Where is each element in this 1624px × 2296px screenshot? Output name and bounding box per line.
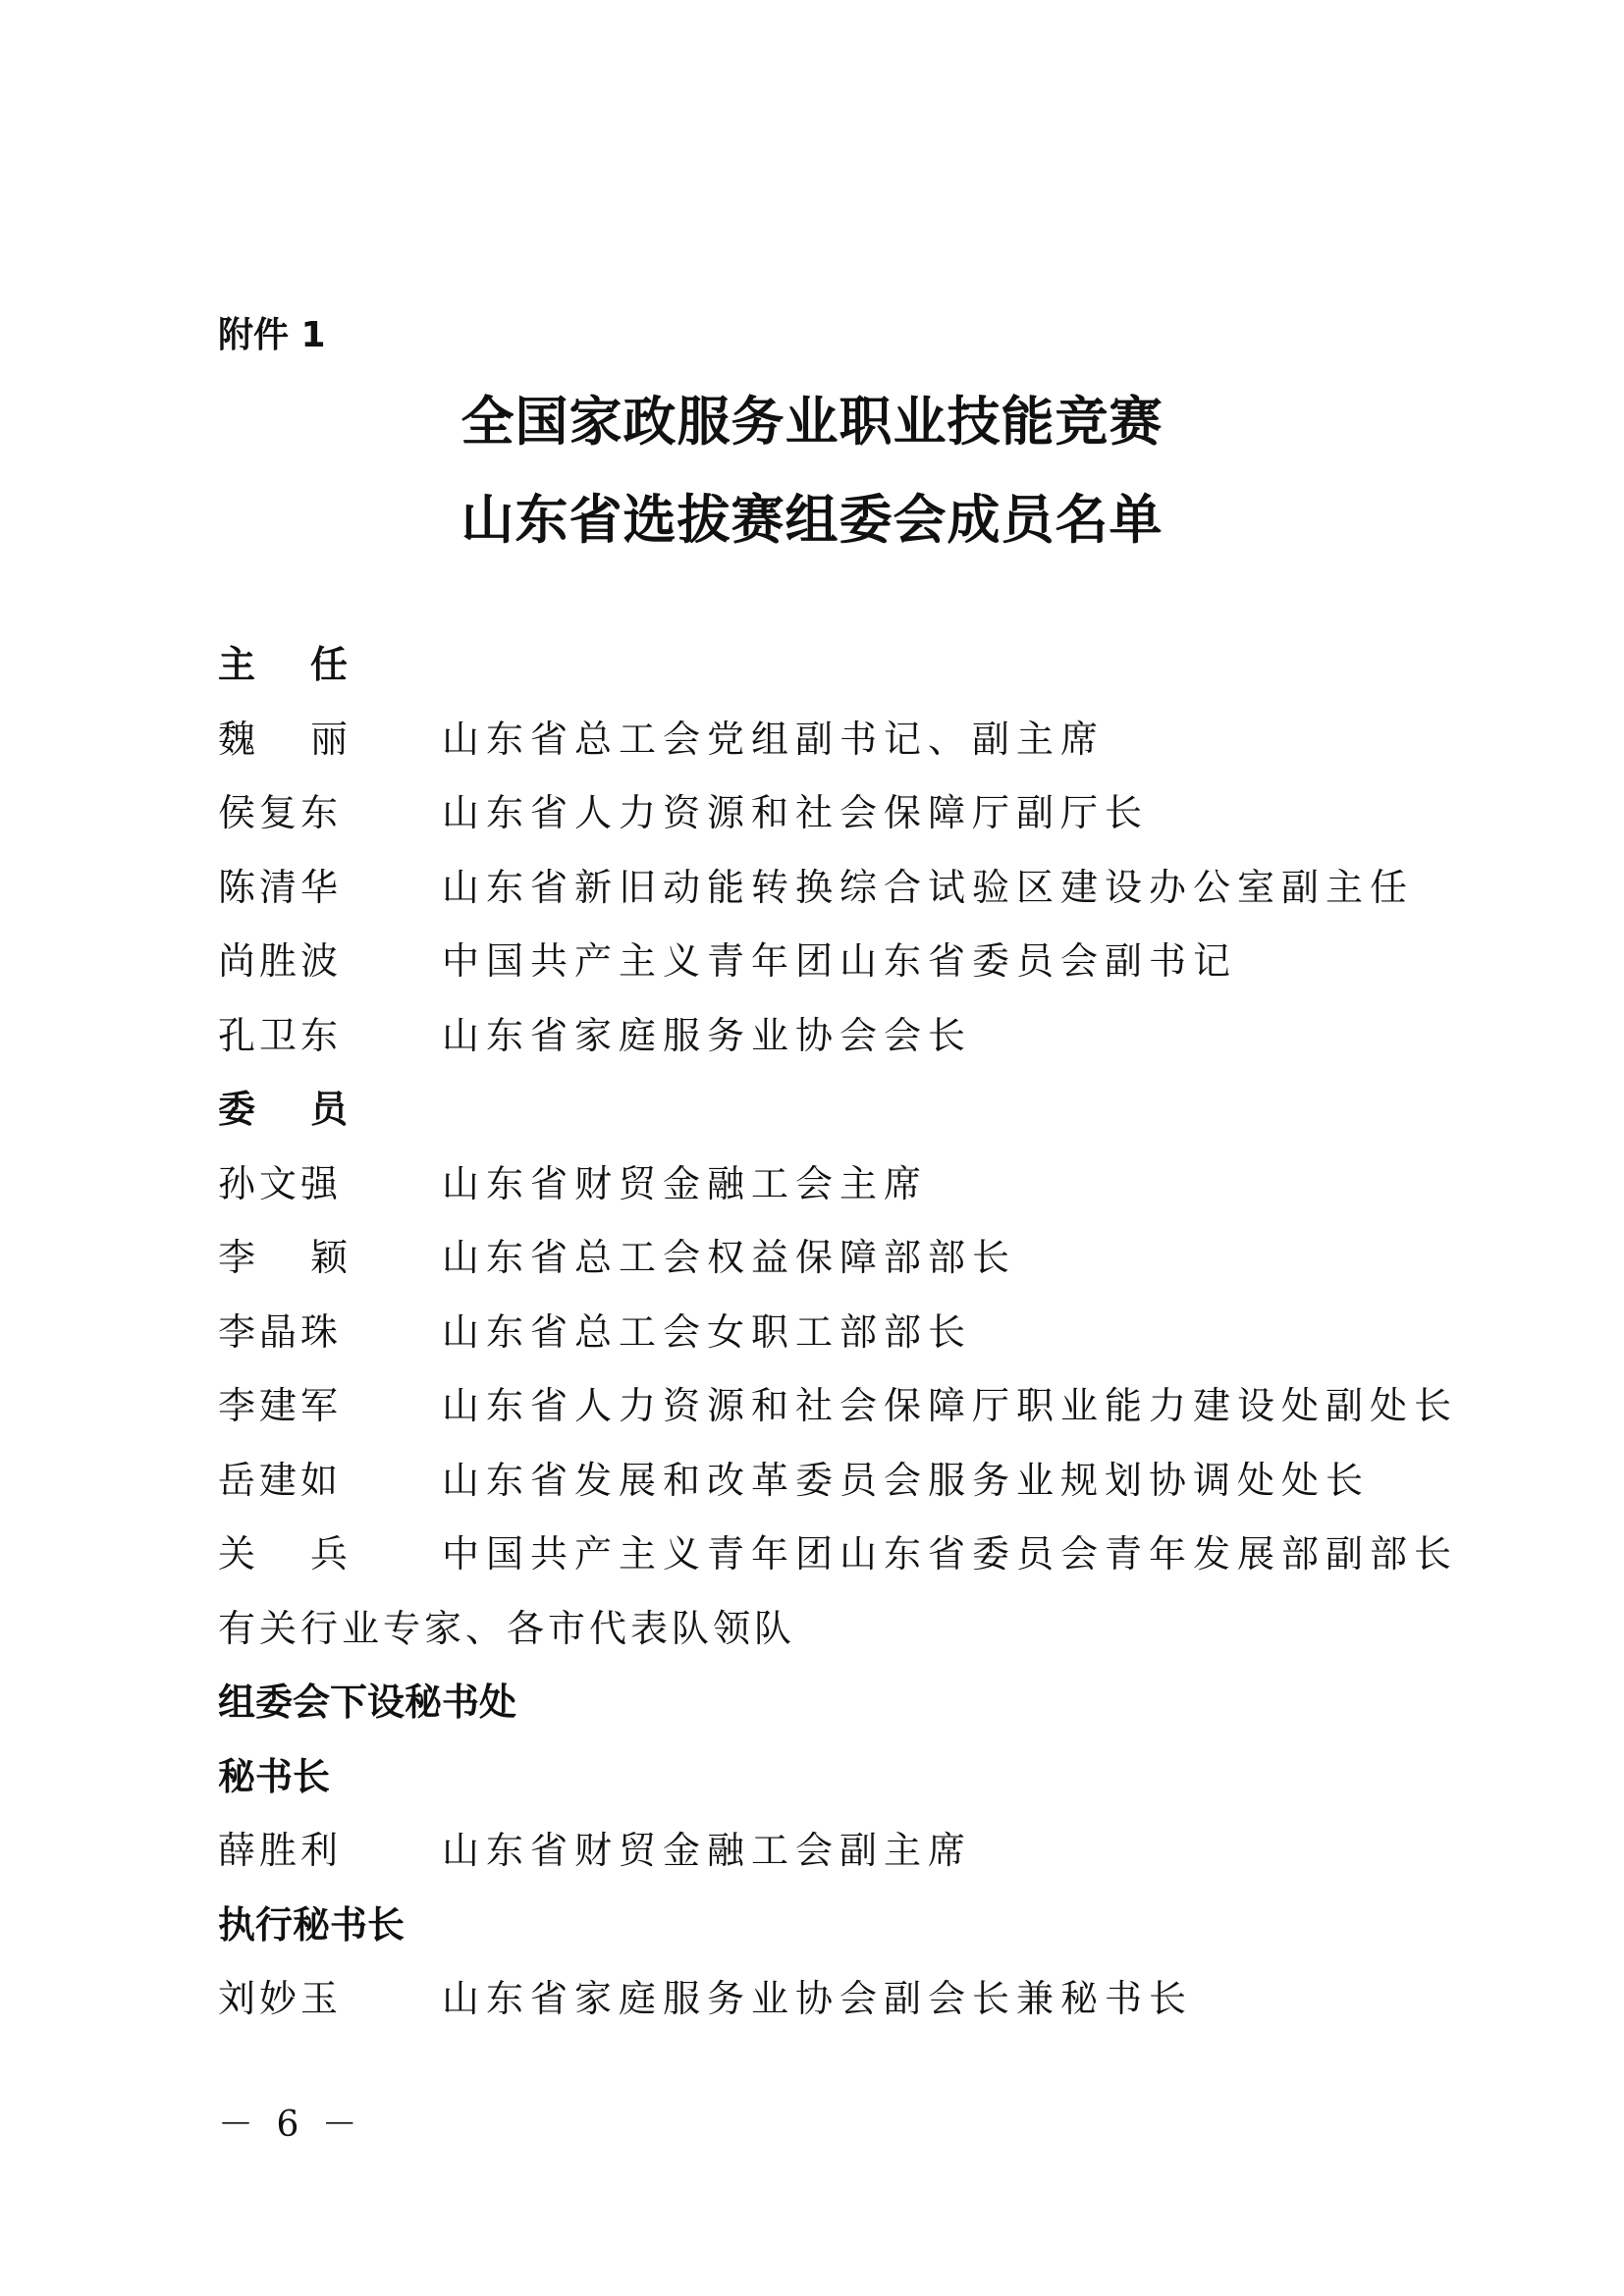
section-heading-secretary-general xyxy=(218,1740,1494,1815)
member-name: 岳建如 xyxy=(218,1458,343,1502)
member-row xyxy=(218,1221,1494,1296)
member-name xyxy=(218,1221,348,1296)
member-name: 孙文强 xyxy=(218,1161,343,1205)
member-row xyxy=(218,1296,1494,1370)
member-role: 山东省总工会女职工部部长 xyxy=(442,1309,973,1354)
page-number: － 6 － xyxy=(218,2105,363,2145)
name-char: 魏 xyxy=(218,717,256,761)
member-row xyxy=(218,1148,1494,1222)
member-role: 中国共产主义青年团山东省委员会副书记 xyxy=(442,939,1238,983)
member-role: 山东省新旧动能转换综合试验区建设办公室副主任 xyxy=(442,865,1415,909)
member-row xyxy=(218,925,1494,999)
name-char: 关 xyxy=(218,1532,256,1575)
section-heading-executive-secretary-general xyxy=(218,1889,1494,1963)
member-role: 山东省人力资源和社会保障厅副厅长 xyxy=(442,791,1150,834)
committee-note-row xyxy=(218,1592,1494,1667)
member-name: 李建军 xyxy=(218,1384,343,1427)
member-name: 李晶珠 xyxy=(218,1309,343,1354)
member-row xyxy=(218,1444,1494,1519)
name-char: 颖 xyxy=(309,1236,348,1279)
member-row xyxy=(218,999,1494,1074)
member-role: 山东省家庭服务业协会会长 xyxy=(442,1013,973,1057)
member-name: 刘妙玉 xyxy=(218,1977,343,2020)
document-title-line-1: 全国家政服务业职业技能竞赛 xyxy=(460,391,1164,453)
secretary-general-heading: 秘书长 xyxy=(218,1754,331,1798)
member-role: 山东省财贸金融工会副主席 xyxy=(442,1829,973,1872)
member-role: 山东省人力资源和社会保障厅职业能力建设处副处长 xyxy=(442,1384,1459,1427)
member-row xyxy=(218,1962,1494,2037)
name-char: 兵 xyxy=(309,1532,348,1575)
member-row xyxy=(218,1814,1494,1889)
member-role: 中国共产主义青年团山东省委员会青年发展部副部长 xyxy=(442,1532,1459,1575)
heading-char: 任 xyxy=(309,643,348,686)
executive-secretary-general-heading: 执行秘书长 xyxy=(218,1902,406,1947)
member-row xyxy=(218,1518,1494,1592)
section-heading-secretariat xyxy=(218,1666,1494,1740)
member-name: 尚胜波 xyxy=(218,939,343,983)
member-row xyxy=(218,776,1494,851)
member-row xyxy=(218,1369,1494,1444)
heading-char: 委 xyxy=(218,1088,256,1131)
member-name: 薛胜利 xyxy=(218,1829,343,1872)
heading-char: 主 xyxy=(218,643,256,686)
committee-note: 有关行业专家、各市代表队领队 xyxy=(218,1606,796,1650)
member-row xyxy=(218,703,1494,777)
member-role: 山东省家庭服务业协会副会长兼秘书长 xyxy=(442,1977,1194,2020)
name-char: 丽 xyxy=(309,717,348,761)
member-name xyxy=(218,703,348,777)
name-char: 李 xyxy=(218,1236,256,1279)
secretariat-heading: 组委会下设秘书处 xyxy=(218,1681,517,1724)
member-role: 山东省总工会党组副书记、副主席 xyxy=(442,717,1106,761)
member-role: 山东省总工会权益保障部部长 xyxy=(442,1236,1017,1279)
member-name: 陈清华 xyxy=(218,865,343,909)
member-row xyxy=(218,851,1494,926)
attachment-label: 附件 1 xyxy=(218,315,326,355)
section-heading-director xyxy=(218,628,1494,703)
section-heading-committee xyxy=(218,1073,1494,1148)
member-name: 侯复东 xyxy=(218,791,343,834)
document-title-line-2: 山东省选拔赛组委会成员名单 xyxy=(460,489,1164,551)
member-role: 山东省财贸金融工会主席 xyxy=(442,1161,929,1205)
member-name xyxy=(218,1518,348,1592)
member-list xyxy=(218,628,1494,2037)
heading-char: 员 xyxy=(309,1088,348,1131)
member-name: 孔卫东 xyxy=(218,1013,343,1057)
member-role: 山东省发展和改革委员会服务业规划协调处处长 xyxy=(442,1458,1371,1502)
